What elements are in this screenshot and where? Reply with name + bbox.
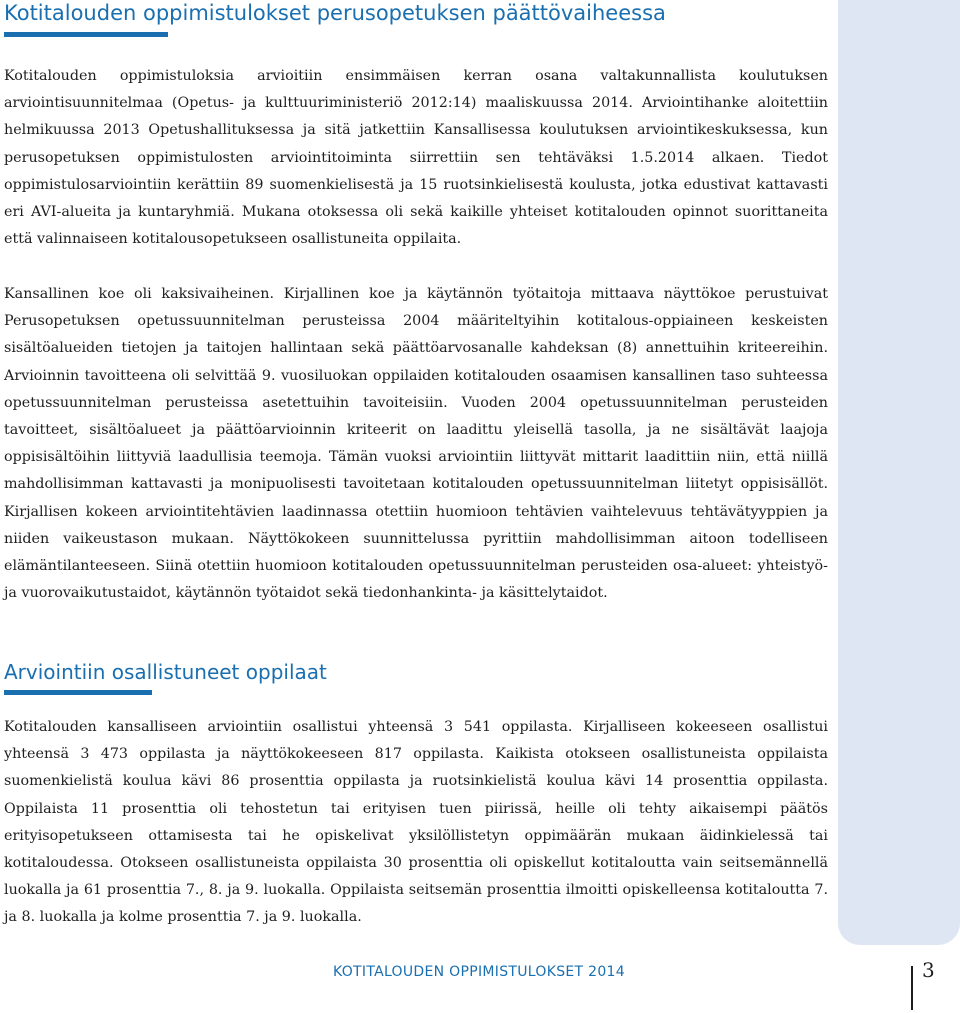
intro-paragraph: Kotitalouden oppimistuloksia arvioitiin ensimmäisen kerran osana valtakunnallista koulutuksen arviointisuunnitelmaa (Opetus- ja kulttuuriministeriö 2012:14) maaliskuussa 2014. Arviointihanke aloitettiin helmikuussa 2013 Opetushallituksessa ja sitä jatkettiin Kansallisessa koulutuksen arviointikeskuksessa, kun perusopetuksen oppimistulosten arviointitoiminta siirrettiin sen tehtäväksi 1.5.2014 alkaen. Tiedot oppimistulosarviointiin kerättiin 89 suomenkielisestä ja 15 ruotsinkielisestä koulusta, jotka edustivat kattavasti eri AVI-alueita ja kuntaryhmiä. Mukana otoksessa oli sekä kaikille yhteiset kotitalouden opinnot suorittaneita että valinnaiseen kotitalousopetukseen osallistuneita oppilaita. <box>4 68 828 248</box>
footer-title: KOTITALOUDEN OPPIMISTULOKSET 2014 <box>333 964 625 980</box>
page-number: 3 <box>922 958 935 982</box>
exam-paragraph: Kansallinen koe oli kaksivaiheinen. Kirjallinen koe ja käytännön työtaitoja mittaava näyttökoe perustuivat Perusopetuksen opetussuunnitelman perusteissa 2004 määriteltyihin kotitalous-oppiaineen keskeisten sisältöalueiden tietojen ja taitojen hallintaan sekä päättöarvosanalle kahdeksan (8) annettuihin kriteereihin. Arvioinnin tavoitteena oli selvittää 9. vuosiluokan oppilaiden kotitalouden osaamisen kansallinen taso suhteessa opetussuunnitelman perusteissa asetettuihin tavoiteisiin. Vuoden 2004 opetussuunnitelman perusteiden tavoitteet, sisältöalueet ja päättöarvioinnin kriteerit on laadittu yleisellä tasolla, ja ne sisältävät laajoja oppisisältöihin liittyviä laadullisia teemoja. Tämän vuoksi arviointiin liittyvät mittarit laadittiin niin, että niillä mahdollisimman kattavasti ja monipuolisesti tavoitetaan kotitalouden opetussuunnitelman liitetyt oppisisällöt. Kirjallisen kokeen arviointitehtävien laadinnassa otettiin huomioon tehtävien vaihtelevuus tehtävätyyppien ja niiden vaikeustason mukaan. Näyttökokeen suunnittelussa pyrittiin mahdollisimman aitoon todelliseen elämäntilanteeseen. Siinä otettiin huomioon kotitalouden opetussuunnitelman perusteiden osa-alueet: yhteistyö- ja vuorovaikutustaidot, käytännön työtaidot sekä tiedonhankinta- ja käsittelytaidot. <box>4 286 828 602</box>
footer-divider <box>911 966 913 1010</box>
participants-paragraph: Kotitalouden kansalliseen arviointiin osallistui yhteensä 3 541 oppilasta. Kirjalliseen kokeeseen osallistui yhteensä 3 473 oppilasta ja näyttökokeeseen 817 oppilasta. Kaikista otokseen osallistuneista oppilaista suomenkielistä koulua kävi 86 prosenttia oppilasta ja ruotsinkielistä koulua kävi 14 prosenttia oppilasta. Oppilaista 11 prosenttia oli tehostetun tai erityisen tuen piirissä, heille oli tehty aikaisempi päätös erityisopetukseen ottamisesta tai he opiskelivat yksilöllistetyn oppimäärän mukaan äidinkielessä tai kotitaloudessa. Otokseen osallistuneista oppilaista 30 prosenttia oli opiskellut kotitaloutta vain seitsemännellä luokalla ja 61 prosenttia 7., 8. ja 9. luokalla. Oppilaista seitsemän prosenttia ilmoitti opiskelleensa kotitaloutta 7. ja 8. luokalla ja kolme prosenttia 7. ja 9. luokalla. <box>4 719 828 926</box>
page-heading: Kotitalouden oppimistulokset perusopetuksen päättövaiheessa <box>4 1 666 25</box>
section-heading-participants: Arviointiin osallistuneet oppilaat <box>4 660 327 684</box>
side-panel <box>838 0 960 945</box>
heading-underline <box>4 32 168 37</box>
section-heading-underline <box>4 690 152 695</box>
